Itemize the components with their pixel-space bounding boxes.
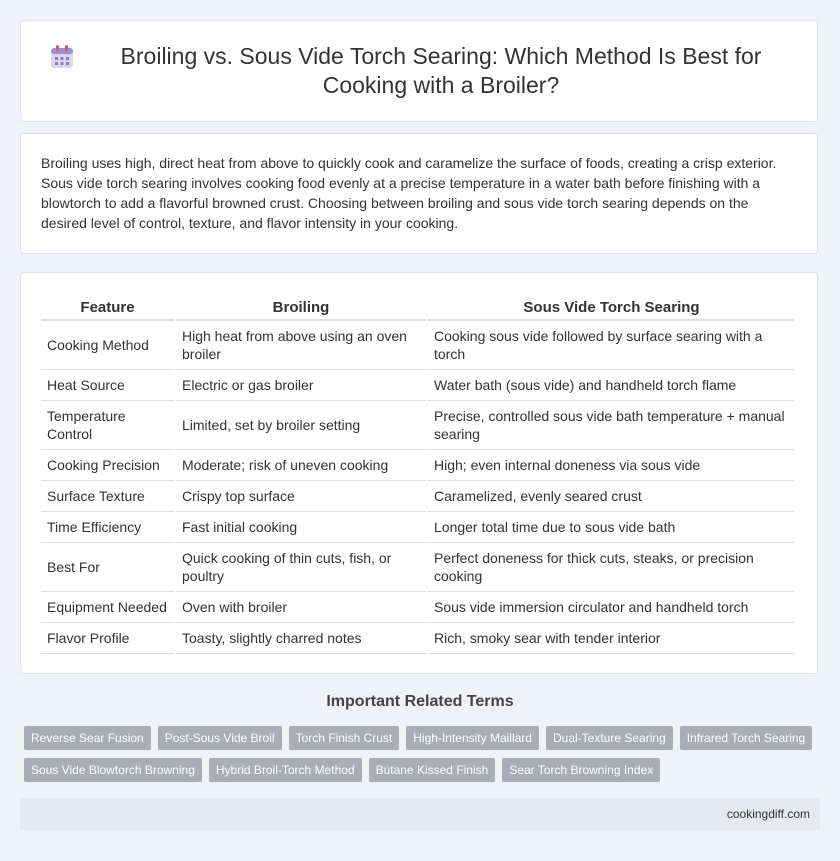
broiling-cell: Fast initial cooking (176, 512, 426, 543)
feature-cell: Cooking Precision (41, 450, 174, 481)
feature-cell: Heat Source (41, 370, 174, 401)
broiling-cell: Crispy top surface (176, 481, 426, 512)
tag-reverse-sear-fusion[interactable]: Reverse Sear Fusion (24, 726, 151, 750)
table-row (41, 481, 795, 512)
broiling-cell: Electric or gas broiler (176, 370, 426, 401)
comparison-table (39, 295, 797, 654)
sous-vide-cell: Water bath (sous vide) and handheld torch flame (428, 370, 795, 401)
broiling-cell: Oven with broiler (176, 592, 426, 623)
calendar-icon (49, 44, 75, 70)
page-title: Broiling vs. Sous Vide Torch Searing: Which Method Is Best for Cooking with a Broiler? (120, 43, 762, 98)
table-header-row (41, 295, 795, 321)
title-wrap (49, 42, 789, 100)
table-row (41, 623, 795, 654)
tag-dual-texture-searing[interactable]: Dual-Texture Searing (546, 726, 673, 750)
tag-infrared-torch-searing[interactable]: Infrared Torch Searing (680, 726, 813, 750)
tag-butane-kissed-finish[interactable]: Butane Kissed Finish (369, 758, 496, 782)
feature-cell: Surface Texture (41, 481, 174, 512)
feature-cell: Flavor Profile (41, 623, 174, 654)
broiling-cell: Quick cooking of thin cuts, fish, or poultry (176, 543, 426, 592)
table-row (41, 321, 795, 370)
table-row (41, 543, 795, 592)
feature-cell: Temperature Control (41, 401, 174, 450)
sous-vide-cell: Caramelized, evenly seared crust (428, 481, 795, 512)
feature-cell: Best For (41, 543, 174, 592)
header-feature: Feature (41, 295, 174, 321)
tag-high-intensity-maillard[interactable]: High-Intensity Maillard (406, 726, 539, 750)
footer (20, 798, 820, 830)
feature-cell: Cooking Method (41, 321, 174, 370)
title-card (20, 20, 818, 122)
sous-vide-cell: Perfect doneness for thick cuts, steaks, or precision cooking (428, 543, 795, 592)
intro-card (20, 133, 818, 254)
broiling-cell: Limited, set by broiler setting (176, 401, 426, 450)
sous-vide-cell: Precise, controlled sous vide bath temperature + manual searing (428, 401, 795, 450)
feature-cell: Equipment Needed (41, 592, 174, 623)
sous-vide-cell: Longer total time due to sous vide bath (428, 512, 795, 543)
footer-site-link[interactable]: cookingdiff.com (726, 807, 810, 821)
broiling-cell: High heat from above using an oven broiler (176, 321, 426, 370)
tag-sous-vide-blowtorch-browning[interactable]: Sous Vide Blowtorch Browning (24, 758, 202, 782)
tag-post-sous-vide-broil[interactable]: Post-Sous Vide Broil (158, 726, 282, 750)
feature-cell: Time Efficiency (41, 512, 174, 543)
related-tags (24, 726, 824, 790)
sous-vide-cell: Rich, smoky sear with tender interior (428, 623, 795, 654)
tag-sear-torch-browning-index[interactable]: Sear Torch Browning Index (502, 758, 660, 782)
comparison-table-card (20, 272, 818, 674)
sous-vide-cell: Sous vide immersion circulator and handheld torch (428, 592, 795, 623)
table-row (41, 401, 795, 450)
tag-hybrid-broil-torch-method[interactable]: Hybrid Broil-Torch Method (209, 758, 362, 782)
header-broiling: Broiling (176, 295, 426, 321)
broiling-cell: Toasty, slightly charred notes (176, 623, 426, 654)
table-row (41, 450, 795, 481)
broiling-cell: Moderate; risk of uneven cooking (176, 450, 426, 481)
tag-torch-finish-crust[interactable]: Torch Finish Crust (289, 726, 400, 750)
sous-vide-cell: High; even internal doneness via sous vide (428, 450, 795, 481)
table-row (41, 370, 795, 401)
header-sous-vide: Sous Vide Torch Searing (428, 295, 795, 321)
intro-text: Broiling uses high, direct heat from above to quickly cook and caramelize the surface of foods, creating a crisp exterior. Sous vide torch searing involves cooking food evenly at a precise temperature in a water bath before finishing with a blowtorch to add a flavorful browned crust. Choosing between broiling and sous vide torch searing depends on the desired level of control, texture, and flavor intensity in your cooking. (41, 155, 777, 231)
table-row (41, 512, 795, 543)
table-row (41, 592, 795, 623)
sous-vide-cell: Cooking sous vide followed by surface searing with a torch (428, 321, 795, 370)
related-terms-title: Important Related Terms (326, 693, 514, 710)
